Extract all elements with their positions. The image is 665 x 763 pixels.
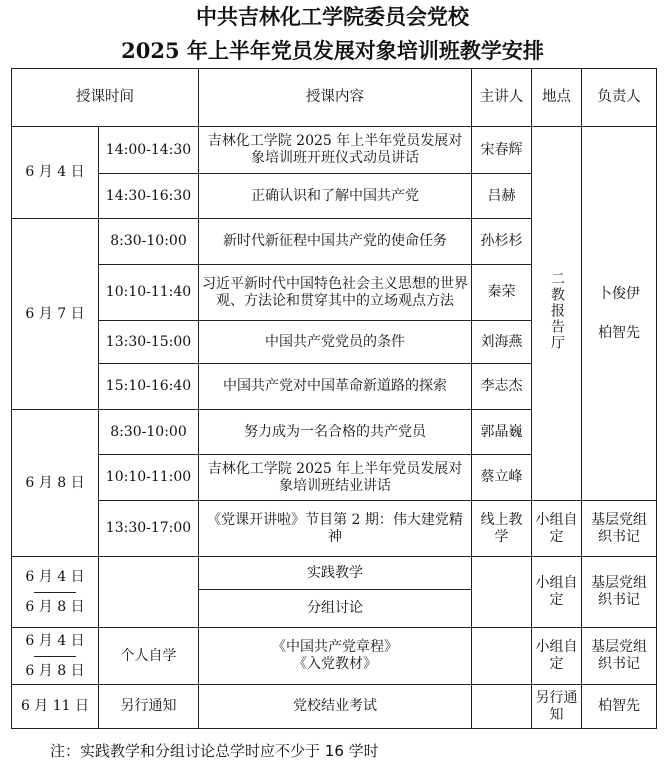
time-cell: 15:10-16:40 (99, 364, 199, 410)
location-cell: 小组自定 (532, 628, 582, 685)
header-lecturer: 主讲人 (472, 69, 532, 127)
table-row (12, 628, 657, 685)
table-row (12, 127, 657, 174)
document-title: 中共吉林化工学院委员会党校 (196, 4, 469, 29)
date-cell: 6 月 7 日 (12, 219, 99, 410)
content-cell: 《中国共产党章程》 《入党教材》 (199, 628, 472, 685)
date-range-cell: 6 月 4 日 6 月 8 日 (12, 557, 99, 628)
content-cell: 努力成为一名合格的共产党员 (199, 410, 472, 455)
responsible-cell: 柏智先 (582, 685, 657, 729)
responsible-cell: 基层党组织书记 (582, 628, 657, 685)
responsible-cell: 卜俊伊 柏智先 (582, 127, 657, 501)
lecturer-cell: 郭晶巍 (472, 410, 532, 455)
time-cell: 8:30-10:00 (99, 219, 199, 265)
location-cell: 小组自定 (532, 501, 582, 557)
content-cell: 正确认识和了解中国共产党 (199, 174, 472, 219)
content-cell: 党校结业考试 (199, 685, 472, 729)
content-cell: 中国共产党对中国革命新道路的探索 (199, 364, 472, 410)
content-cell: 《党课开讲啦》节目第 2 期：伟大建党精神 (199, 501, 472, 557)
content-cell: 吉林化工学院 2025 年上半年党员发展对象培训班结业讲话 (199, 455, 472, 501)
header-time: 授课时间 (12, 69, 199, 127)
date-range-cell: 6 月 4 日 6 月 8 日 (12, 628, 99, 685)
content-cell: 中国共产党党员的条件 (199, 321, 472, 364)
time-cell: 13:30-15:00 (99, 321, 199, 364)
lecturer-cell: 蔡立峰 (472, 455, 532, 501)
time-cell: 14:00-14:30 (99, 127, 199, 174)
time-cell: 10:10-11:00 (99, 455, 199, 501)
lecturer-cell: 孙杉杉 (472, 219, 532, 265)
location-cell: 小组自定 (532, 557, 582, 628)
time-cell: 个人自学 (99, 628, 199, 685)
content-cell: 吉林化工学院 2025 年上半年党员发展对象培训班开班仪式动员讲话 (199, 127, 472, 174)
content-cell: 新时代新征程中国共产党的使命任务 (199, 219, 472, 265)
lecturer-cell: 线上教学 (472, 501, 532, 557)
lecturer-cell: 吕赫 (472, 174, 532, 219)
lecturer-cell (472, 685, 532, 729)
schedule-table (11, 68, 657, 729)
date-cell: 6 月 8 日 (12, 410, 99, 557)
header-responsible: 负责人 (582, 69, 657, 127)
content-cell: 习近平新时代中国特色社会主义思想的世界观、方法论和贯穿其中的立场观点方法 (199, 265, 472, 321)
time-cell: 8:30-10:00 (99, 410, 199, 455)
date-cell: 6 月 4 日 (12, 127, 99, 219)
responsible-cell: 基层党组织书记 (582, 557, 657, 628)
lecturer-cell: 宋春辉 (472, 127, 532, 174)
footnote: 注：实践教学和分组讨论总学时应不少于 16 学时 (50, 742, 379, 760)
location-cell: 二教报告厅 (532, 127, 582, 501)
lecturer-cell: 秦荣 (472, 265, 532, 321)
time-cell: 10:10-11:40 (99, 265, 199, 321)
content-cell: 分组讨论 (199, 590, 472, 628)
table-row (12, 685, 657, 729)
date-cell: 6 月 11 日 (12, 685, 99, 729)
time-cell: 另行通知 (99, 685, 199, 729)
time-cell: 14:30-16:30 (99, 174, 199, 219)
table-row (12, 501, 657, 557)
lecturer-cell (472, 557, 532, 628)
lecturer-cell: 刘海燕 (472, 321, 532, 364)
table-row (12, 557, 657, 590)
header-content: 授课内容 (199, 69, 472, 127)
document-subtitle: 2025 年上半年党员发展对象培训班教学安排 (121, 38, 544, 63)
header-row (12, 69, 657, 127)
responsible-cell: 基层党组织书记 (582, 501, 657, 557)
time-cell (99, 557, 199, 628)
location-cell: 另行通知 (532, 685, 582, 729)
content-cell: 实践教学 (199, 557, 472, 590)
lecturer-cell (472, 628, 532, 685)
header-location: 地点 (532, 69, 582, 127)
lecturer-cell: 李志杰 (472, 364, 532, 410)
time-cell: 13:30-17:00 (99, 501, 199, 557)
